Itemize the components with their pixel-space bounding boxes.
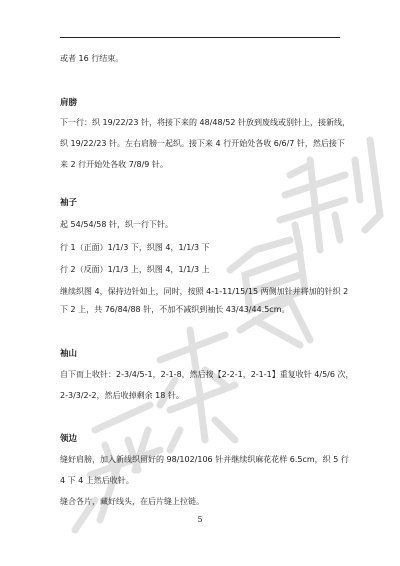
text-line: 织 19/22/23 针。左右肩膀一起织。接下来 4 行开始处各收 6/6/7 针，然后接下	[60, 139, 345, 148]
text-line: 下 2 上，共 76/84/88 针，不加不减织到袖长 43/43/44.5cm。	[60, 305, 290, 314]
text-line: 来 2 行开始处各收 7/8/9 针。	[60, 160, 168, 169]
section-heading: 袖子	[60, 198, 78, 208]
text-line: 行 2（反面）1/1/3 上，织图 4，1/1/3 上	[60, 265, 210, 274]
text-line: 或者 16 行结束。	[60, 54, 124, 63]
text-line: 下一行：织 19/22/23 针，将接下来的 48/48/52 针放到废线或别针上，接新线，	[60, 118, 351, 127]
text-line: 继续织图 4，保持边针如上，同时，按照 4-1-11/15/15 两侧加针并将加的针织 2	[60, 287, 349, 296]
section-heading: 肩膀	[60, 98, 78, 108]
text-line: 缝好肩膀，加入新线织留好的 98/102/106 针并继续织麻花花样 6.5cm，织 5 行	[60, 455, 349, 464]
text-line: 4 下 4 上然后收针。	[60, 476, 134, 485]
text-line: 起 54/54/58 针，织一行下针。	[60, 220, 174, 229]
header-rule	[60, 37, 340, 38]
text-line: 自下而上收针：2-3/4/5-1，2-1-8，然后按【2-2-1，2-1-1】重复收针 4/5/6 次，	[60, 370, 354, 379]
text-line: 行 1（正面）1/1/3 下，织图 4，1/1/3 下	[60, 243, 210, 252]
text-line: 2-3/3/2-2，然后收掉剩余 18 针。	[60, 391, 184, 400]
section-heading: 袖山	[60, 349, 78, 359]
page-number: 5	[197, 515, 203, 524]
text-line: 缝合各片，藏好线头，在后片缝上拉链。	[60, 497, 204, 506]
section-heading: 领边	[60, 434, 78, 444]
